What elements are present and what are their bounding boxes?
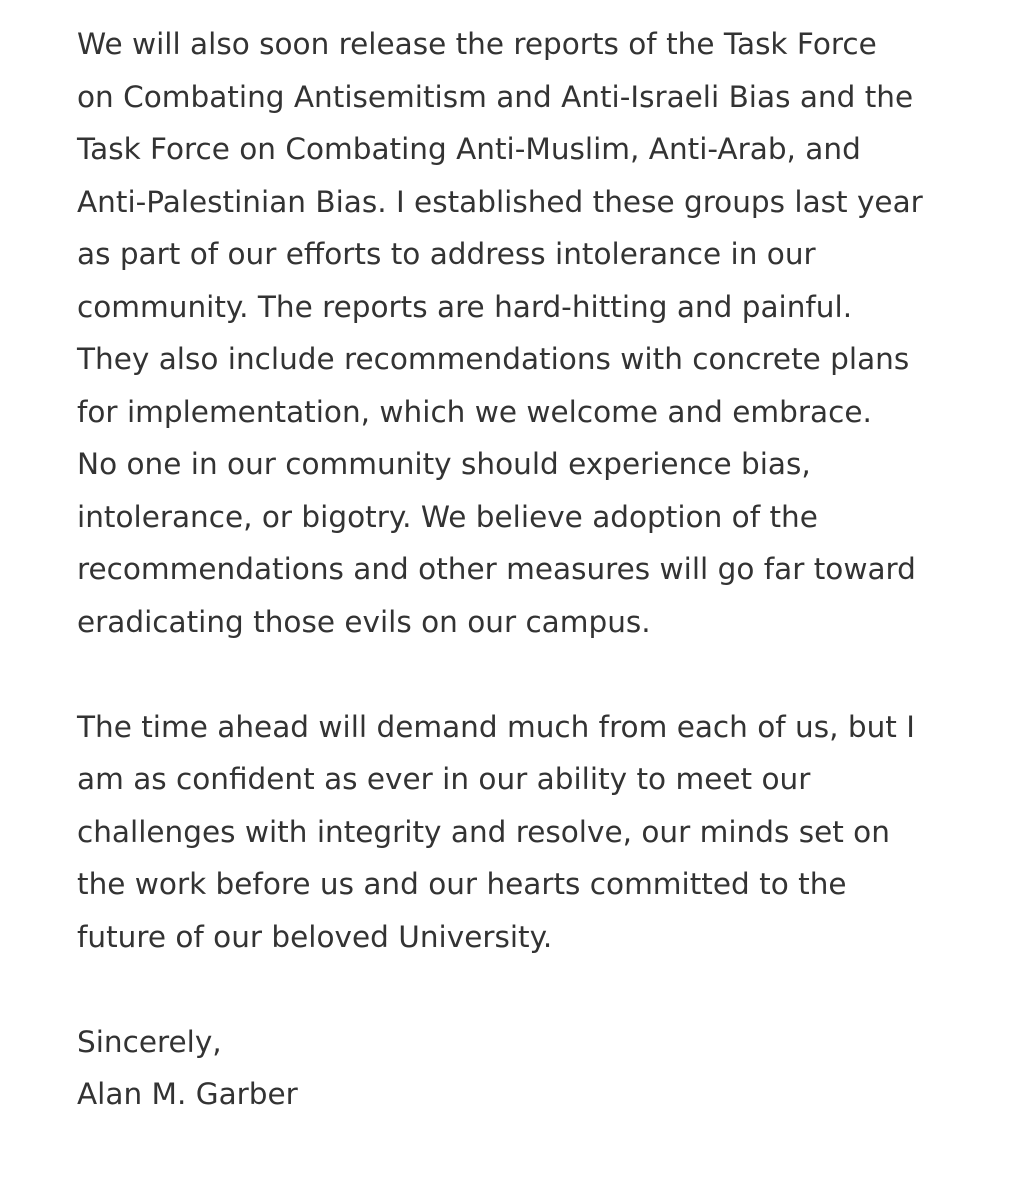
text-line: We will also soon release the reports of the Task Force — [77, 27, 877, 61]
closing-block — [77, 1016, 1007, 1121]
text-line: Task Force on Combating Anti-Muslim, Anti-Arab, and — [77, 132, 861, 166]
text-line: The time ahead will demand much from each of us, but I — [77, 709, 915, 744]
paragraph-spacer — [77, 963, 1007, 1016]
paragraph-task-force-reports — [77, 18, 1007, 648]
text-line: eradicating those evils on our campus. — [77, 604, 651, 639]
closing-salutation: Sincerely, — [77, 1024, 222, 1059]
text-line: They also include recommendations with concrete plans — [77, 342, 910, 376]
text-line: intolerance, or bigotry. We believe adoption of the — [77, 499, 818, 534]
text-line: challenges with integrity and resolve, our minds set on — [77, 814, 890, 849]
text-line: am as confident as ever in our ability to meet our — [77, 762, 811, 796]
text-line: the work before us and our hearts committed to the — [77, 867, 847, 901]
text-line: as part of our efforts to address intolerance in our — [77, 237, 816, 271]
text-line: for implementation, which we welcome and embrace. — [77, 394, 872, 429]
letter-body — [77, 18, 1007, 1121]
text-line: No one in our community should experience bias, — [77, 447, 811, 481]
text-line: on Combating Antisemitism and Anti-Israeli Bias and the — [77, 79, 914, 114]
text-line: community. The reports are hard-hitting and painful. — [77, 289, 853, 324]
paragraph-spacer — [77, 648, 1007, 701]
signatory-name: Alan M. Garber — [77, 1077, 298, 1111]
text-line: Anti-Palestinian Bias. I established these groups last year — [77, 184, 923, 219]
text-line: future of our beloved University. — [77, 919, 553, 954]
text-line: recommendations and other measures will go far toward — [77, 552, 916, 586]
paragraph-time-ahead — [77, 701, 1007, 964]
